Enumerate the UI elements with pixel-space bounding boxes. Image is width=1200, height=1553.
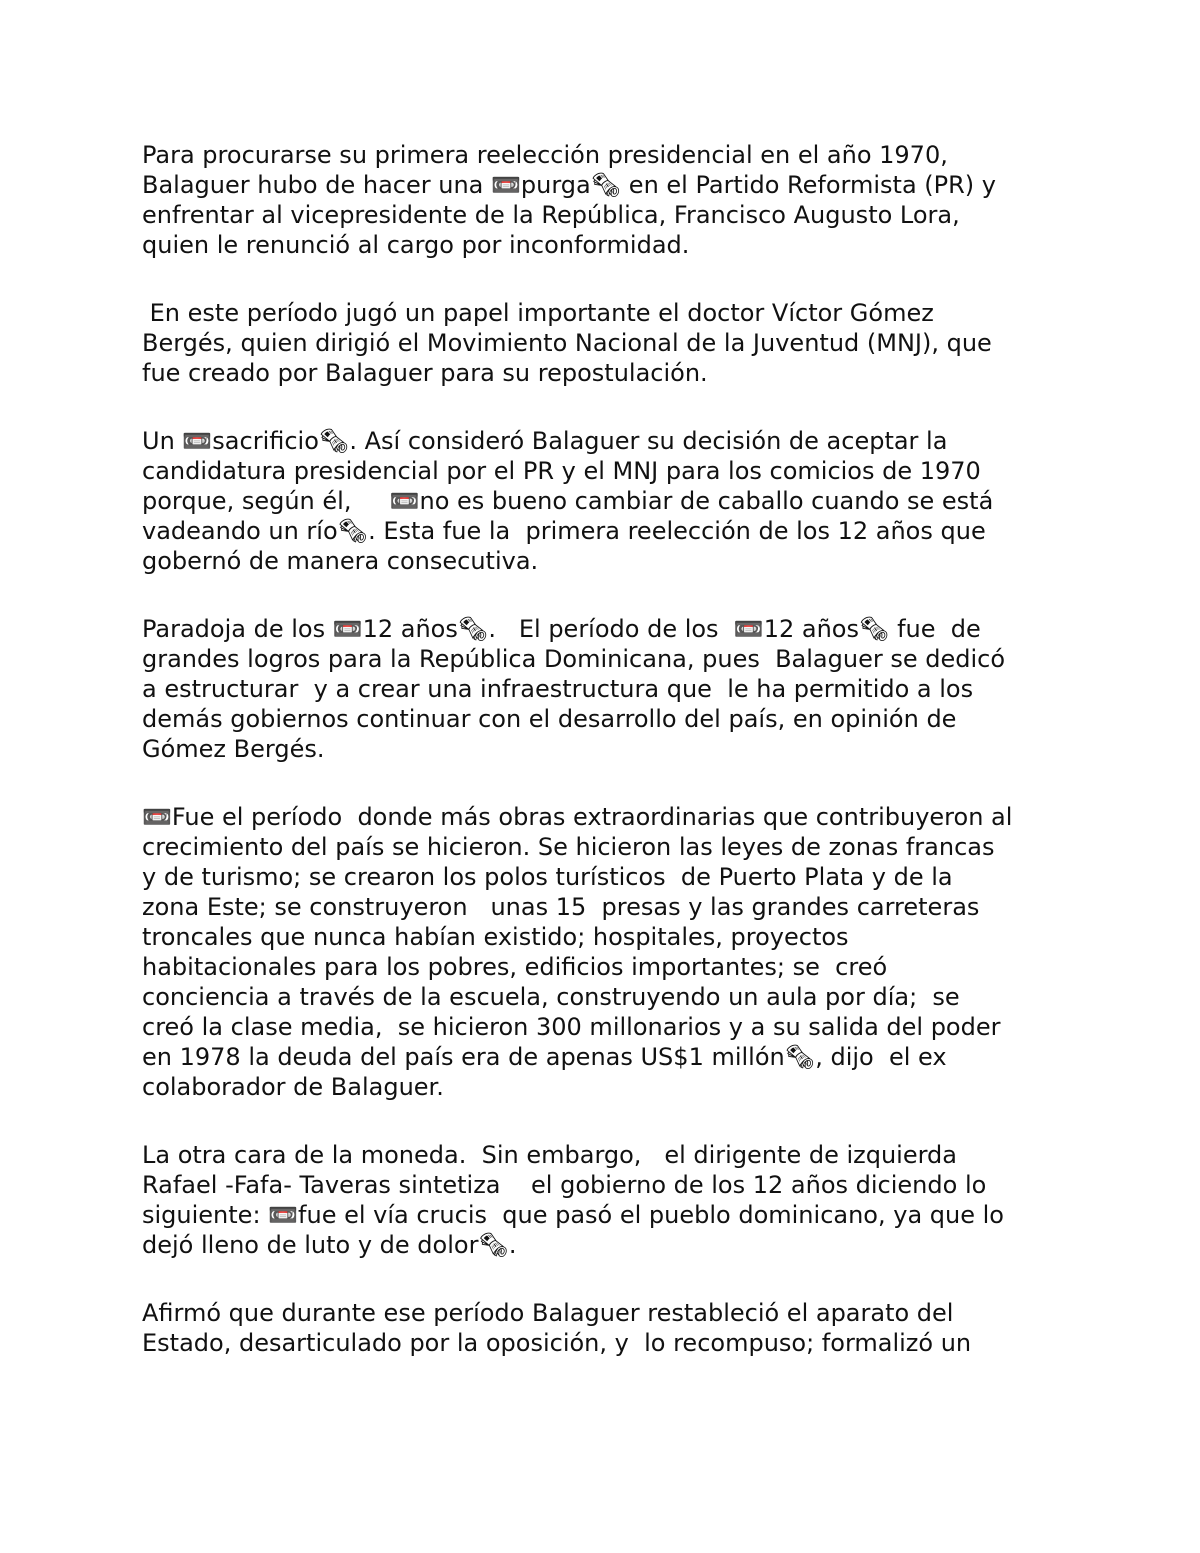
text-line: conciencia a través de la escuela, construyendo un aula por día; se xyxy=(142,983,960,1011)
text-line: creó la clase media, se hicieron 300 millonarios y a su salida del poder xyxy=(142,1013,1001,1041)
text-line: colaborador de Balaguer. xyxy=(142,1073,444,1101)
text-line: Para procurarse su primera reelección presidencial en el año 1970, xyxy=(142,141,948,169)
text-line: Un 📼sacrificio🗞. Así consideró Balaguer su decisión de aceptar la xyxy=(142,427,948,455)
text-line: habitacionales para los pobres, edificios importantes; se creó xyxy=(142,953,888,981)
text-line: gobernó de manera consecutiva. xyxy=(142,547,539,575)
text-line: candidatura presidencial por el PR y el MNJ para los comicios de 1970 xyxy=(142,457,981,485)
text-line: troncales que nunca habían existido; hospitales, proyectos xyxy=(142,923,849,951)
text-line: y de turismo; se crearon los polos turísticos de Puerto Plata y de la xyxy=(142,863,953,891)
text-line: a estructurar y a crear una infraestructura que le ha permitido a los xyxy=(142,675,974,703)
text-line: demás gobiernos continuar con el desarrollo del país, en opinión de xyxy=(142,705,957,733)
paragraph-3 xyxy=(142,426,1072,576)
text-line: Afirmó que durante ese período Balaguer restableció el aparato del xyxy=(142,1299,954,1327)
text-line: dejó lleno de luto y de dolor🗞. xyxy=(142,1231,517,1259)
paragraph-7 xyxy=(142,1298,1072,1358)
text-line: fue creado por Balaguer para su repostulación. xyxy=(142,359,708,387)
text-line: En este período jugó un papel importante el doctor Víctor Gómez xyxy=(142,299,934,327)
text-line: grandes logros para la República Dominicana, pues Balaguer se dedicó xyxy=(142,645,1006,673)
text-line: porque, según él, 📼no es bueno cambiar de caballo cuando se está xyxy=(142,487,994,515)
text-line: 📼Fue el período donde más obras extraordinarias que contribuyeron al xyxy=(142,803,1013,831)
paragraph-5 xyxy=(142,802,1072,1102)
text-line: Balaguer hubo de hacer una 📼purga🗞 en el Partido Reformista (PR) y xyxy=(142,171,997,199)
text-line: enfrentar al vicepresidente de la República, Francisco Augusto Lora, xyxy=(142,201,960,229)
text-line: Gómez Bergés. xyxy=(142,735,325,763)
paragraph-6 xyxy=(142,1140,1072,1260)
paragraph-2 xyxy=(142,298,1072,388)
text-line: Bergés, quien dirigió el Movimiento Nacional de la Juventud (MNJ), que xyxy=(142,329,992,357)
text-line: Estado, desarticulado por la oposición, y lo recompuso; formalizó un xyxy=(142,1329,972,1357)
text-line: quien le renunció al cargo por inconformidad. xyxy=(142,231,690,259)
text-line: en 1978 la deuda del país era de apenas US$1 millón🗞, dijo el ex xyxy=(142,1043,947,1071)
text-line: crecimiento del país se hicieron. Se hicieron las leyes de zonas francas xyxy=(142,833,995,861)
text-line: zona Este; se construyeron unas 15 presas y las grandes carreteras xyxy=(142,893,980,921)
paragraph-4 xyxy=(142,614,1072,764)
text-line: siguiente: 📼fue el vía crucis que pasó el pueblo dominicano, ya que lo xyxy=(142,1201,1004,1229)
text-line: vadeando un río🗞. Esta fue la primera reelección de los 12 años que xyxy=(142,517,986,545)
text-line: Rafael -Fafa- Taveras sintetiza el gobierno de los 12 años diciendo lo xyxy=(142,1171,987,1199)
document-body xyxy=(142,140,1072,1396)
text-line: La otra cara de la moneda. Sin embargo, el dirigente de izquierda xyxy=(142,1141,957,1169)
text-line: Paradoja de los 📼12 años🗞. El período de los 📼12 años🗞 fue de xyxy=(142,615,981,643)
paragraph-1 xyxy=(142,140,1072,260)
